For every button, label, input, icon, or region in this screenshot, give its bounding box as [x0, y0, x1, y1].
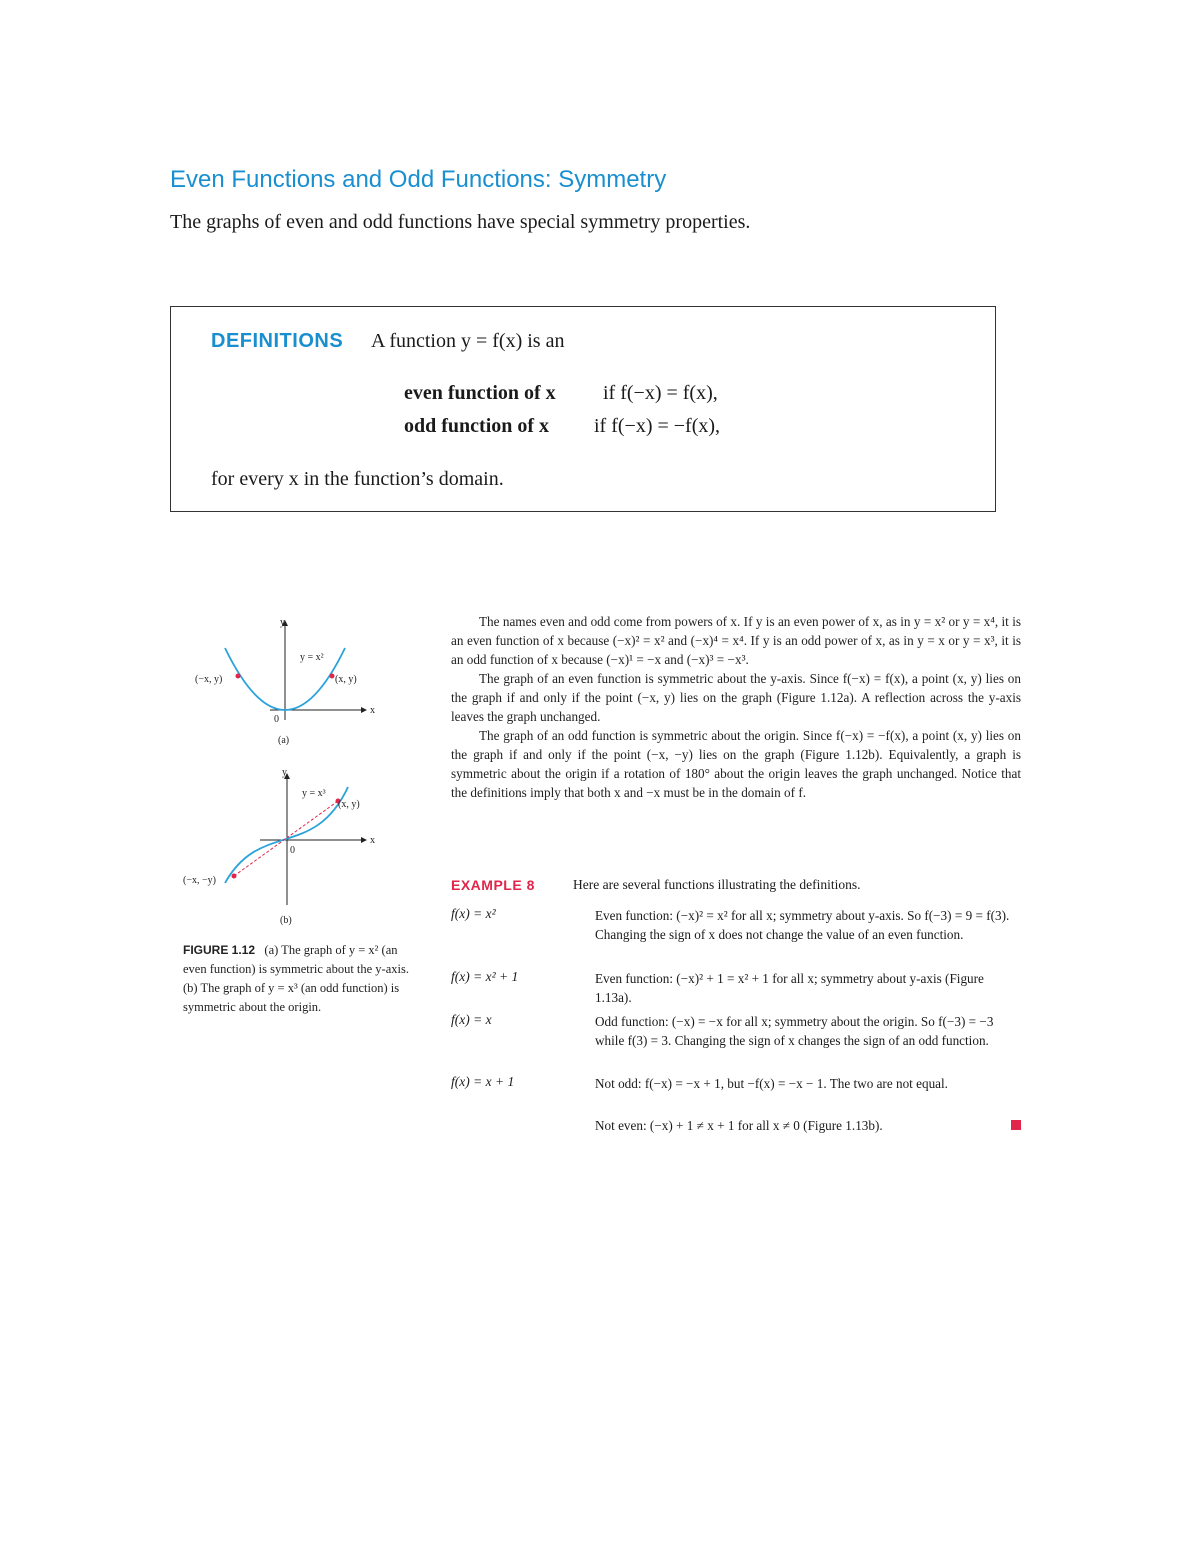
odd-condition: if f(−x) = −f(x),	[594, 415, 721, 437]
example-description-3: Odd function: (−x) = −x for all x; symmetry about the origin. So f(−3) = −3 while f(3) = 3. Changing the sign of x changes the sign of an odd function.	[595, 1014, 994, 1048]
example-function-1: f(x) = x²	[451, 906, 496, 921]
end-of-example-marker	[1011, 1120, 1021, 1130]
figure-b-right-point-label: (x, y)	[338, 799, 360, 810]
figure-a-curve-label: y = x²	[300, 652, 324, 663]
example-label: EXAMPLE 8	[451, 877, 535, 893]
even-term: even function of x	[404, 382, 556, 404]
left-point-marker	[232, 874, 237, 879]
definition-lead: A function y = f(x) is an	[371, 330, 565, 352]
body-paragraphs	[451, 612, 1021, 802]
odd-term: odd function of x	[404, 415, 550, 437]
left-point-marker	[236, 674, 241, 679]
right-point-marker	[330, 674, 335, 679]
example-description-2: Even function: (−x)² + 1 = x² + 1 for all x; symmetry about y-axis (Figure 1.13a).	[595, 971, 984, 1005]
figure-b-panel-label: (b)	[280, 915, 292, 926]
paragraph-3: The graph of an odd function is symmetric about the origin. Since f(−x) = −f(x), a point (x, y) lies on the graph if and only if the point (−x, −y) lies on the graph (Figure 1.12b). Equivalently, a graph is symmetric about the origin if a rotation of 180° about the origin leaves the graph unchanged. Notice that the definitions imply that both x and −x must be in the domain of f.	[451, 728, 1021, 800]
figure-a-graph	[180, 610, 430, 745]
figure-caption	[183, 941, 423, 1017]
figure-a-x-label: x	[370, 705, 375, 716]
figure-b-left-point-label: (−x, −y)	[183, 875, 216, 886]
intro-text: The graphs of even and odd functions have special symmetry properties.	[170, 211, 751, 233]
example-description-1: Even function: (−x)² = x² for all x; symmetry about y-axis. So f(−3) = 9 = f(3). Changing the sign of x does not change the value of an even function.	[595, 908, 1010, 942]
figure-b-x-label: x	[370, 835, 375, 846]
paragraph-1: The names even and odd come from powers of x. If y is an even power of x, as in y = x² or y = x⁴, it is an even function of x because (−x)² = x² and (−x)⁴ = x⁴. If y is an odd power of x, as in y = x or y = x³, it is an odd function of x because (−x)¹ = −x and (−x)³ = −x³.	[451, 614, 1021, 667]
figure-a-y-label: y	[280, 617, 285, 628]
figure-b-origin-label: 0	[290, 845, 295, 856]
example-function-3: f(x) = x	[451, 1012, 492, 1027]
figure-b-curve-label: y = x³	[302, 788, 326, 799]
example-description-4: Not odd: f(−x) = −x + 1, but −f(x) = −x − 1. The two are not equal.	[595, 1076, 948, 1091]
figure-b-graph	[180, 765, 430, 930]
definition-heading: DEFINITIONS	[211, 330, 344, 352]
figure-a-left-point-label: (−x, y)	[195, 674, 223, 685]
figure-caption-label: FIGURE 1.12	[183, 943, 256, 957]
figure-a-panel-label: (a)	[278, 735, 290, 745]
figure-b-y-label: y	[282, 767, 287, 778]
example-function-4: f(x) = x + 1	[451, 1074, 515, 1089]
figure-caption-text: (a) The graph of y = x² (an even function) is symmetric about the y-axis. (b) The graph of y = x³ (an odd function) is symmetric about the origin.	[183, 943, 409, 1014]
example-intro: Here are several functions illustrating the definitions.	[573, 877, 861, 892]
paragraph-2: The graph of an even function is symmetric about the y-axis. Since f(−x) = f(x), a point (x, y) lies on the graph if and only if the point (−x, y) lies on the graph (Figure 1.12a). A reflection across the y-axis leaves the graph unchanged.	[451, 671, 1021, 724]
figure-a-right-point-label: (x, y)	[335, 674, 357, 685]
figure-a-origin-label: 0	[274, 714, 279, 725]
section-title: Even Functions and Odd Functions: Symmetry	[170, 166, 667, 193]
even-condition: if f(−x) = f(x),	[603, 382, 718, 404]
example-description-5: Not even: (−x) + 1 ≠ x + 1 for all x ≠ 0 (Figure 1.13b).	[595, 1118, 883, 1133]
example-function-2: f(x) = x² + 1	[451, 969, 519, 984]
definition-tail: for every x in the function’s domain.	[211, 468, 504, 490]
